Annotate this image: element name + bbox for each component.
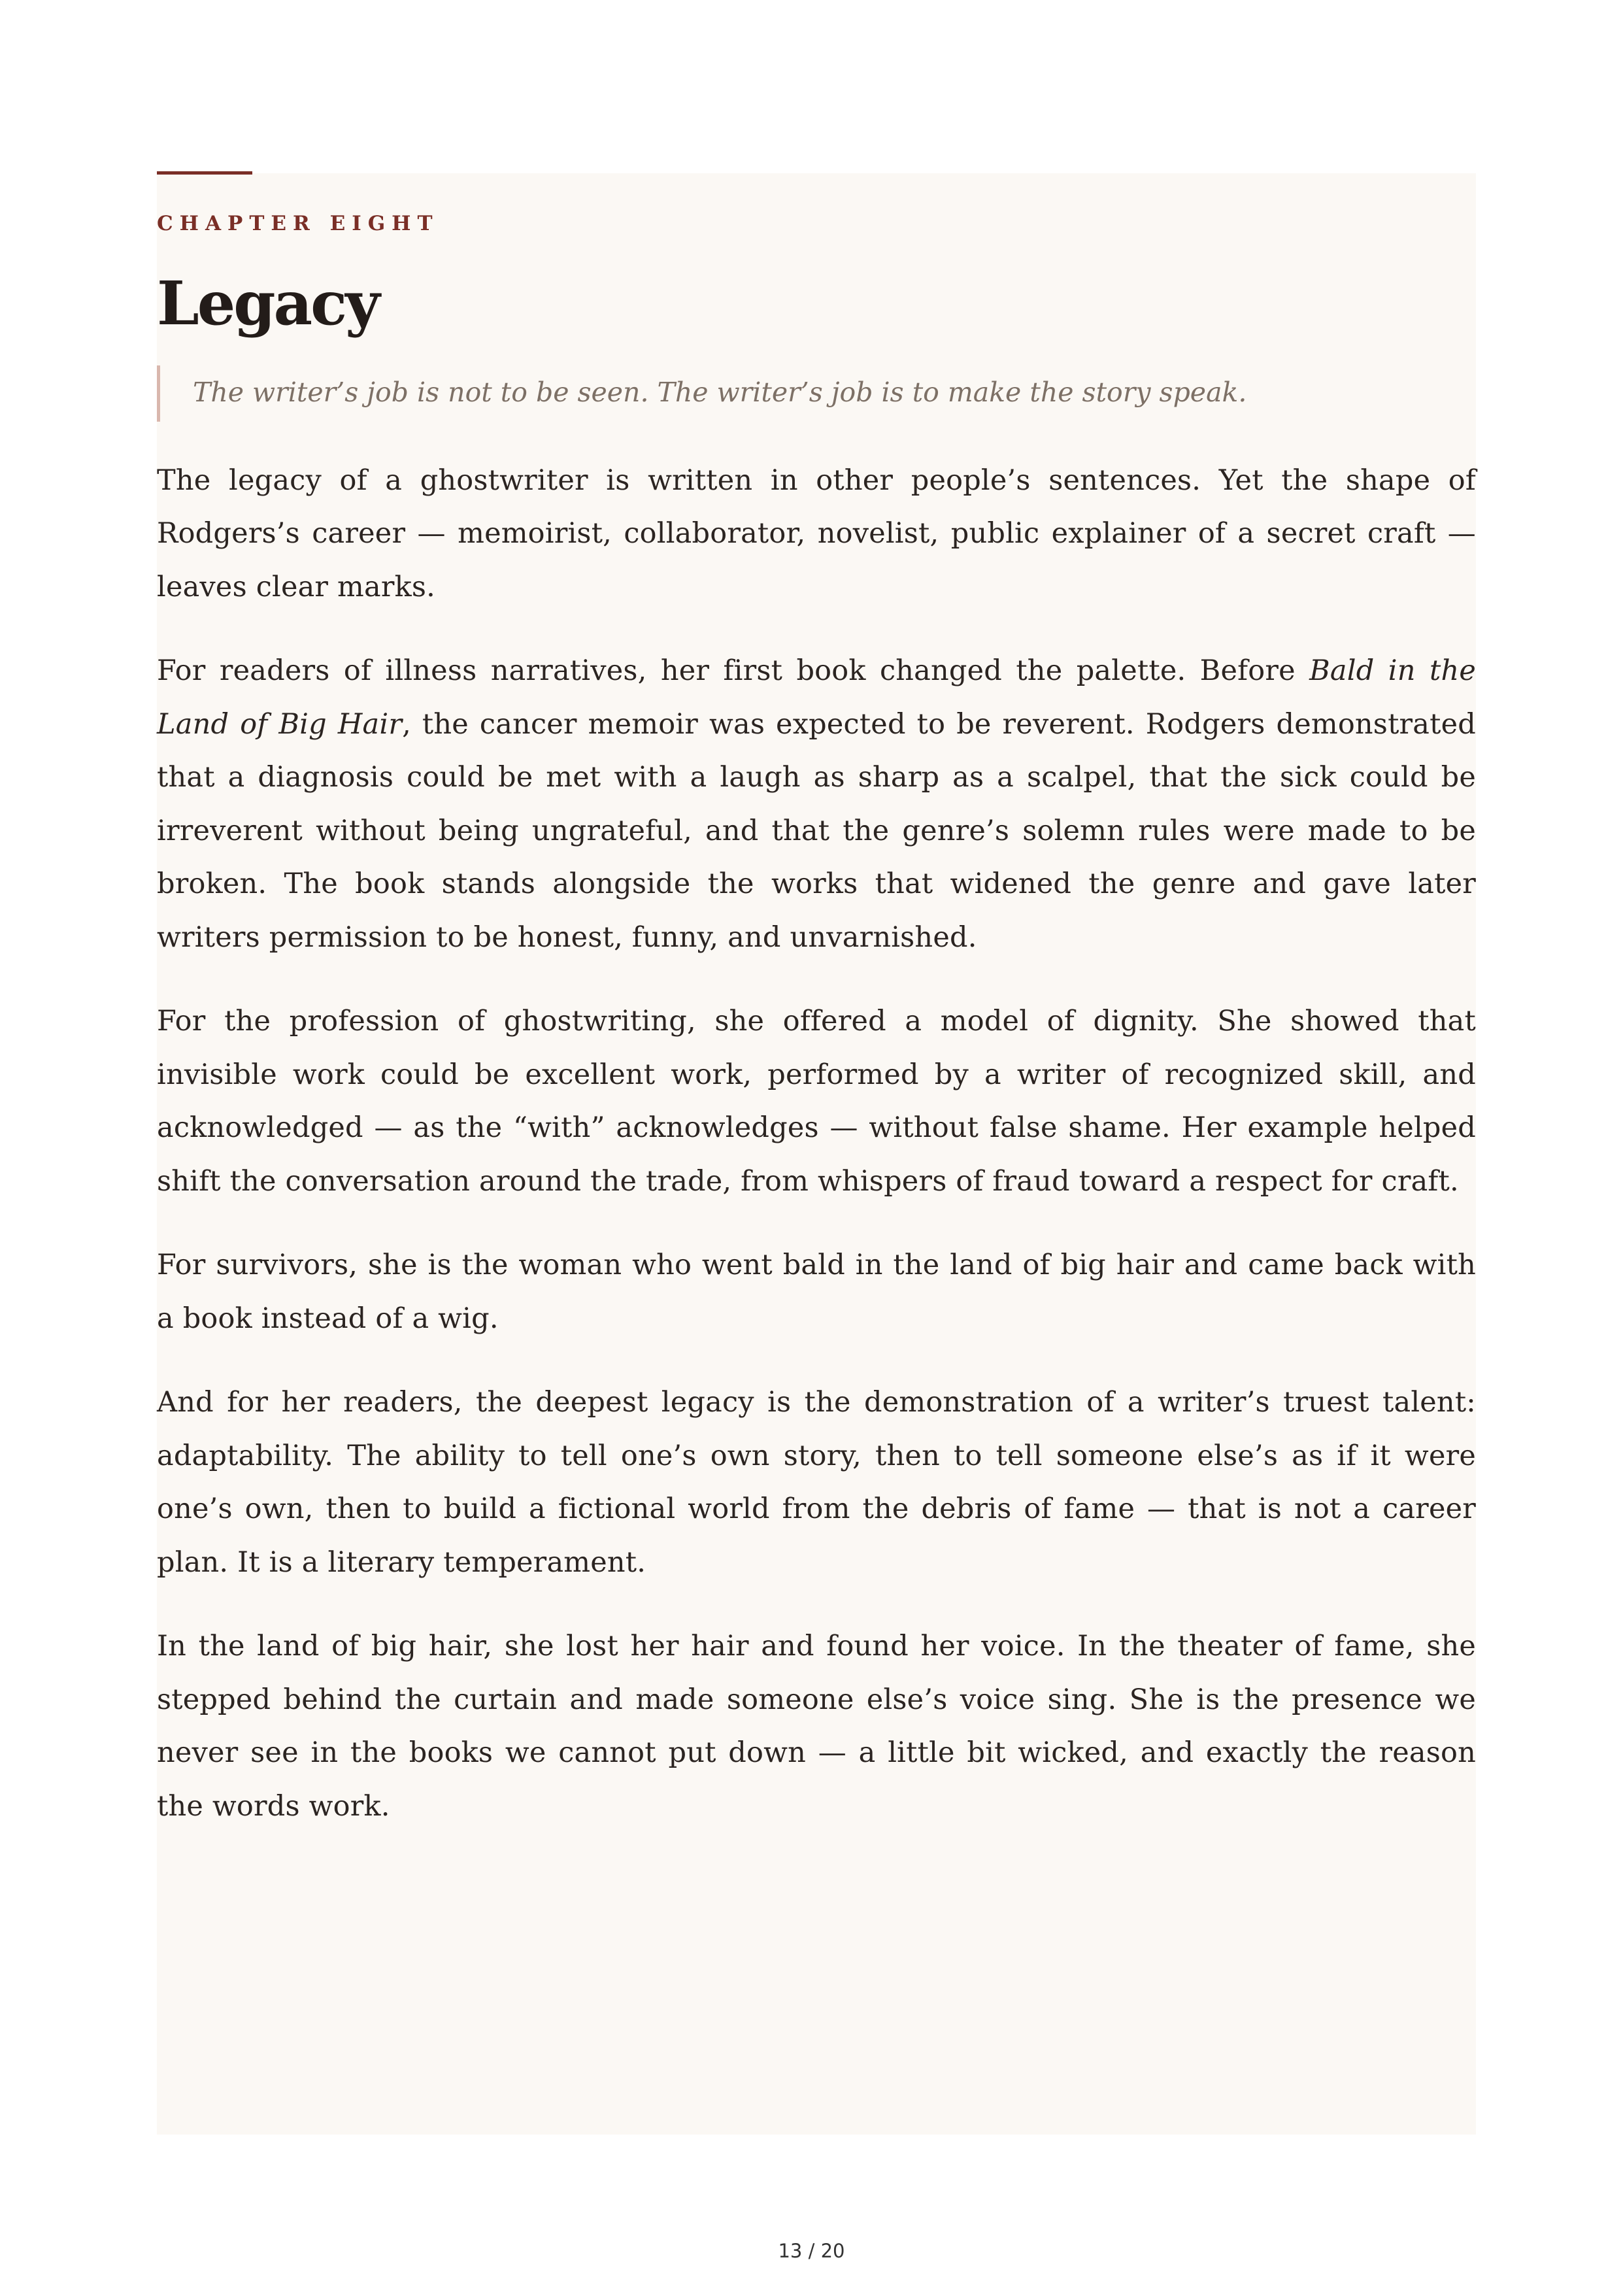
paragraph: For survivors, she is the woman who went bald in the land of big hair and came back with a book instead of a wig. <box>157 1249 1476 1335</box>
page-number: 13 / 20 <box>778 2240 845 2262</box>
epigraph: The writer’s job is not to be seen. The writer’s job is to make the story speak. <box>157 365 1476 422</box>
paragraph: In the land of big hair, she lost her hair and found her voice. In the theater of fame, she stepped behind the curtain and made someone else’s voice sing. She is the presence we never see in the books we cannot put down — a little bit wicked, and exactly the reason the words work. <box>157 1630 1476 1823</box>
paragraph: And for her readers, the deepest legacy is the demonstration of a writer’s truest talent: adaptability. The ability to tell one’s own story, then to tell someone else’s as if it were one’s own, then to build a fictional world from the debris of fame — that is not a career plan. It is a literary temperament. <box>157 1386 1476 1579</box>
body-text <box>157 454 1476 1834</box>
book-title: Bald in the Land of Big Hair <box>157 654 1477 741</box>
paragraph <box>157 645 1476 964</box>
paragraph-segment: , the cancer memoir was expected to be reverent. Rodgers demonstrated that a diagnosis could be met with a laugh as sharp as a scalpel, that the sick could be irreverent without being ungrateful, and that the genre’s solemn rules were made to be broken. The book stands alongside the works that widened the genre and gave later writers permission to be honest, funny, and unvarnished. <box>157 707 1476 954</box>
chapter-label: CHAPTER EIGHT <box>157 212 439 235</box>
chapter-title: Legacy <box>157 268 378 339</box>
chapter-content <box>157 173 1476 1864</box>
paragraph: The legacy of a ghostwriter is written in other people’s sentences. Yet the shape of Rodgers’s career — memoirist, collaborator, novelist, public explainer of a secret craft — leaves clear marks. <box>157 464 1476 603</box>
paragraph-segment: For readers of illness narratives, her first book changed the palette. Before <box>157 654 1310 688</box>
paragraph: For the profession of ghostwriting, she offered a model of dignity. She showed that invisible work could be excellent work, performed by a writer of recognized skill, and acknowledged — as the “with” acknowledges — without false shame. Her example helped shift the conversation around the trade, from whispers of fraud toward a respect for craft. <box>157 1005 1476 1198</box>
